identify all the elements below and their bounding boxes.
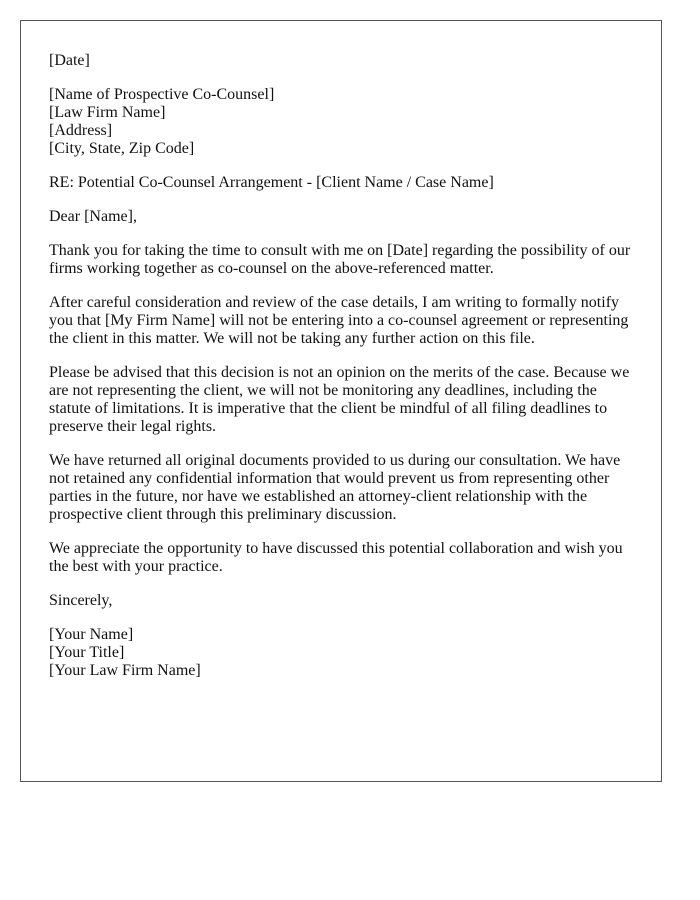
recipient-address: [49, 86, 632, 158]
signer-name: [Your Name]: [49, 626, 134, 643]
signature-block: [49, 626, 632, 680]
recipient-address-line: [Address]: [49, 122, 113, 139]
body-paragraph: Please be advised that this decision is not an opinion on the merits of the case. Because we are not representing the client, we will not be monitoring any deadlines, including the statute of limitations. It is imperative that the client be mindful of all filing deadlines to preserve their legal rights.: [49, 364, 630, 435]
letter-date: [Date]: [49, 52, 90, 69]
signer-title: [Your Title]: [49, 644, 125, 661]
salutation: Dear [Name],: [49, 208, 137, 225]
letter-page: [20, 20, 662, 782]
closing: Sincerely,: [49, 592, 113, 609]
body-paragraph: After careful consideration and review of the case details, I am writing to formally notify you that [My Firm Name] will not be entering into a co-counsel agreement or representing the client in this matter. We will not be taking any further action on this file.: [49, 294, 629, 347]
recipient-city: [City, State, Zip Code]: [49, 140, 195, 157]
recipient-name: [Name of Prospective Co-Counsel]: [49, 86, 275, 103]
body-paragraph: We have returned all original documents provided to us during our consultation. We have not retained any confidential information that would prevent us from representing other parties in the future, nor have we established an attorney-client relationship with the prospective client through this preliminary discussion.: [49, 452, 621, 523]
body-paragraph: We appreciate the opportunity to have discussed this potential collaboration and wish you the best with your practice.: [49, 540, 623, 575]
recipient-firm: [Law Firm Name]: [49, 104, 166, 121]
signer-firm: [Your Law Firm Name]: [49, 662, 201, 679]
body-paragraph: Thank you for taking the time to consult with me on [Date] regarding the possibility of our firms working together as co-counsel on the above-referenced matter.: [49, 242, 631, 277]
subject-line: RE: Potential Co-Counsel Arrangement - [Client Name / Case Name]: [49, 174, 494, 191]
